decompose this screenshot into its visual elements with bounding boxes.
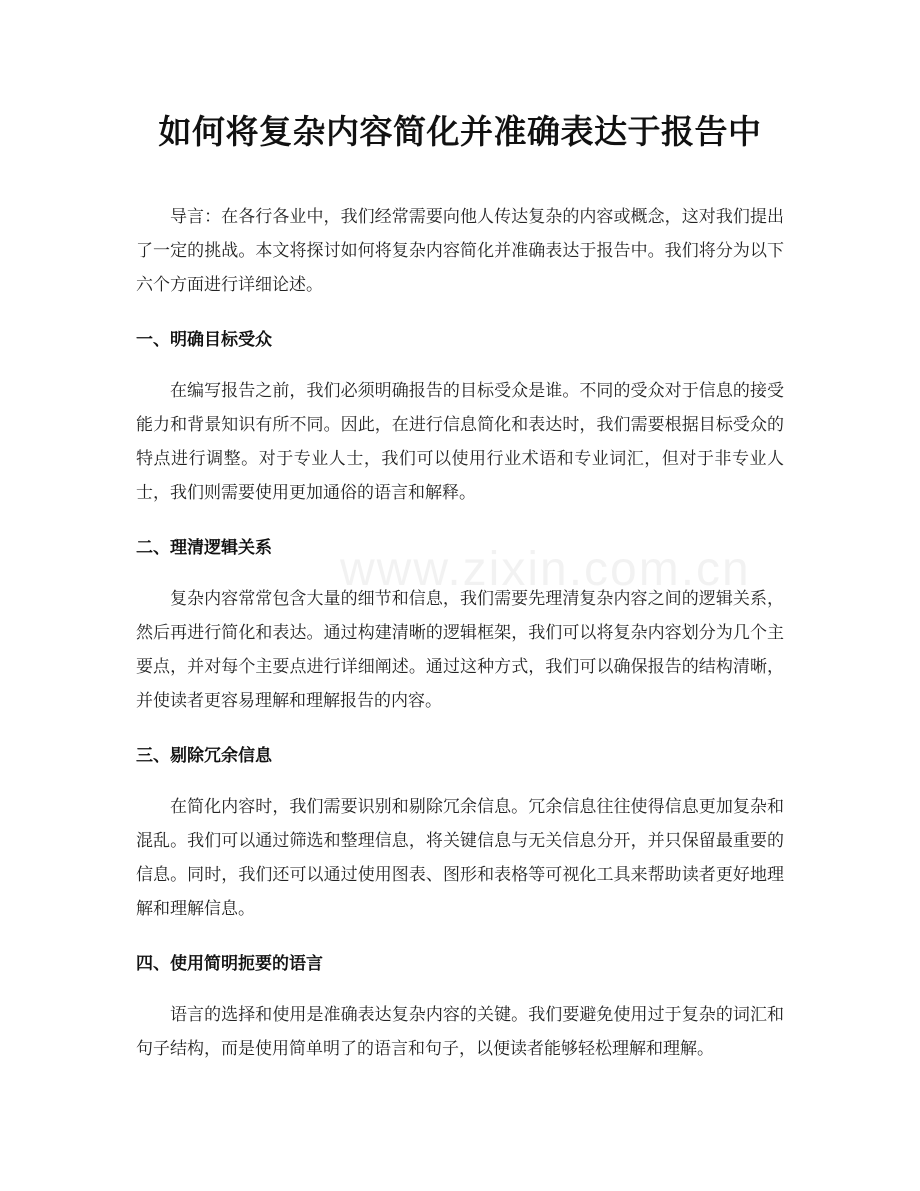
watermark: www.zixin.com.cn: [340, 543, 751, 596]
intro-paragraph: 导言：在各行各业中，我们经常需要向他人传达复杂的内容或概念，这对我们提出了一定的挑战。本文将探讨如何将复杂内容简化并准确表达于报告中。我们将分为以下六个方面进行详细论述。: [136, 207, 784, 295]
section-body-1: 在编写报告之前，我们必须明确报告的目标受众是谁。不同的受众对于信息的接受能力和背景知识有所不同。因此，在进行信息简化和表达时，我们需要根据目标受众的特点进行调整。对于专业人士，我们可以使用行业术语和专业词汇，但对于非专业人士，我们则需要使用更加通俗的语言和解释。: [136, 381, 784, 503]
section-body-2: 复杂内容常常包含大量的细节和信息，我们需要先理清复杂内容之间的逻辑关系，然后再进行简化和表达。通过构建清晰的逻辑框架，我们可以将复杂内容划分为几个主要点，并对每个主要点进行详细阐述。通过这种方式，我们可以确保报告的结构清晰，并使读者更容易理解和理解报告的内容。: [136, 589, 784, 711]
section-body-3: 在简化内容时，我们需要识别和剔除冗余信息。冗余信息往往使得信息更加复杂和混乱。我们可以通过筛选和整理信息，将关键信息与无关信息分开，并只保留最重要的信息。同时，我们还可以通过使用图表、图形和表格等可视化工具来帮助读者更好地理解和理解信息。: [136, 797, 784, 919]
section-heading-4: 四、使用简明扼要的语言: [136, 954, 323, 974]
section-heading-3: 三、剔除冗余信息: [136, 746, 272, 766]
section-heading-2: 二、理清逻辑关系: [136, 538, 272, 558]
section-body-4: 语言的选择和使用是准确表达复杂内容的关键。我们要避免使用过于复杂的词汇和句子结构，而是使用简单明了的语言和句子，以便读者能够轻松理解和理解。: [136, 1005, 784, 1059]
page-title: 如何将复杂内容简化并准确表达于报告中: [158, 112, 762, 151]
section-heading-1: 一、明确目标受众: [136, 330, 272, 350]
